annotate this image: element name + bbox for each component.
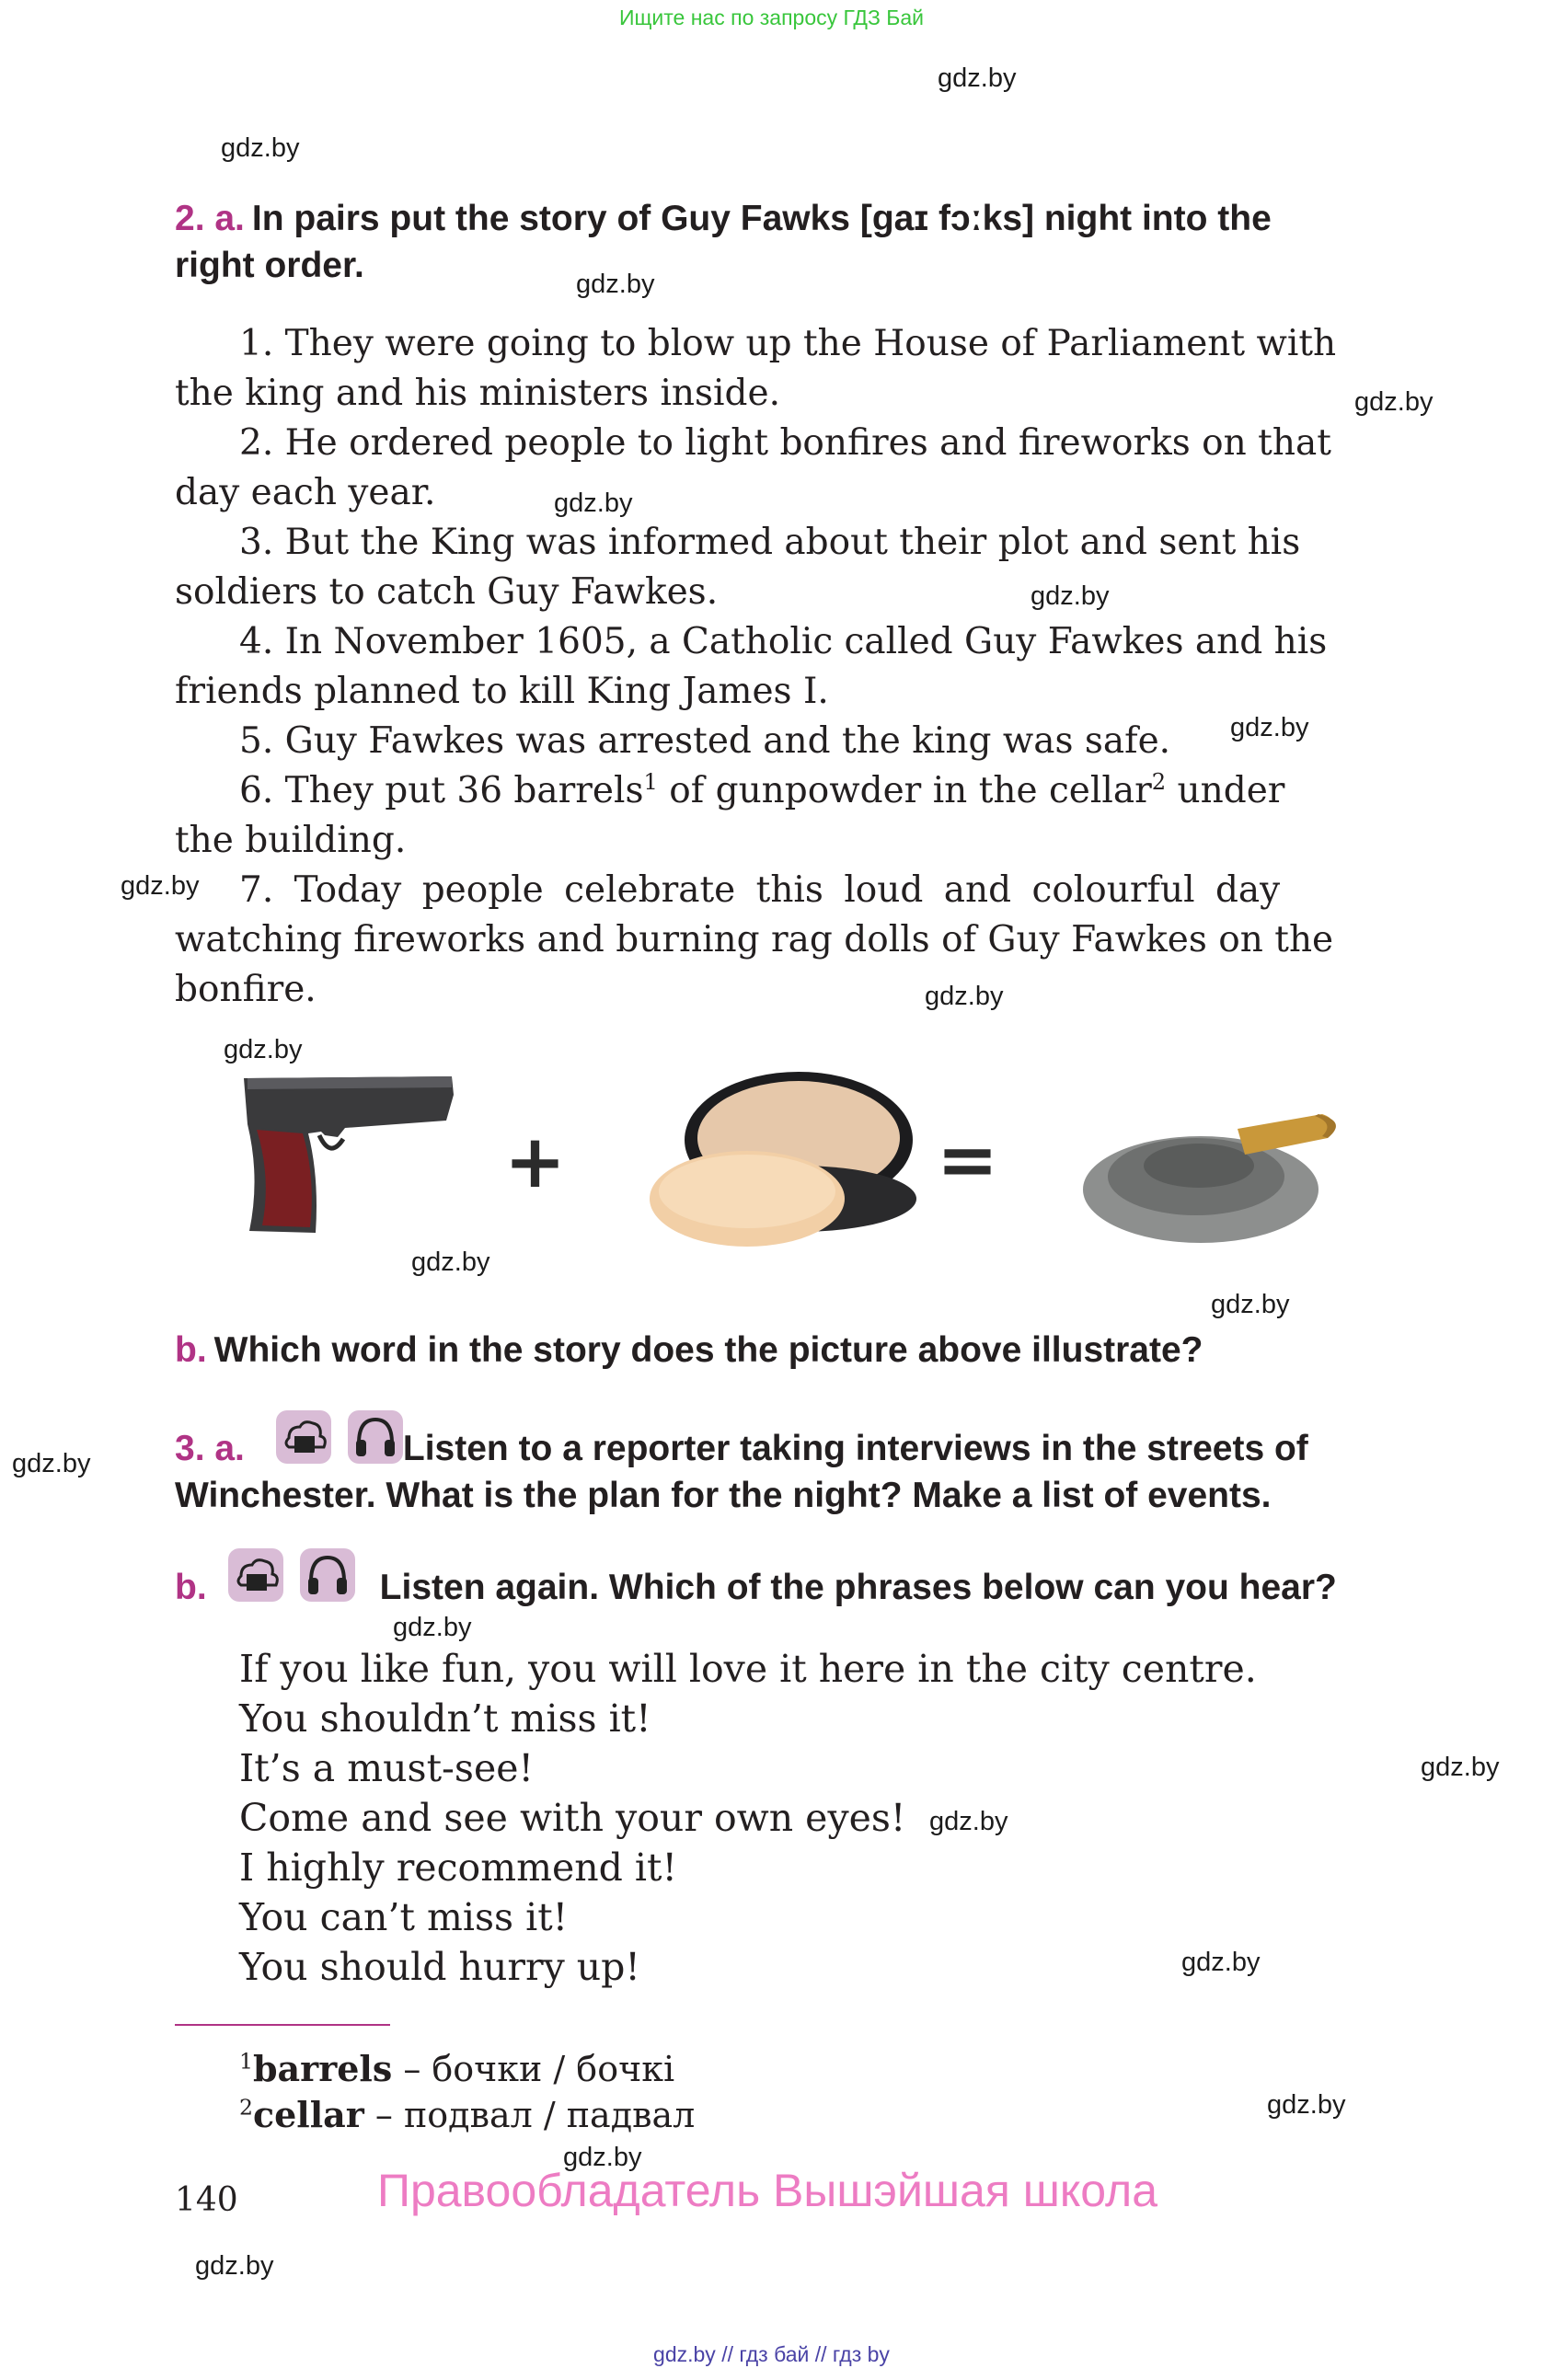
story-sentence-1-cont: the king and his ministers inside. <box>175 373 780 414</box>
task-number: 3. a. <box>175 1429 245 1468</box>
story-sentence-7-end: bonfire. <box>175 969 317 1010</box>
top-banner[interactable]: Ищите нас по запросу ГДЗ Бай <box>618 6 925 29</box>
task-text-line2: right order. <box>175 246 364 285</box>
page-number: 140 <box>175 2181 238 2219</box>
watermark: gdz.by <box>1267 2090 1346 2120</box>
sentence-text: 6. They put 36 barrels <box>239 770 644 811</box>
pistol-image <box>235 1067 455 1242</box>
task-number: b. <box>175 1568 207 1607</box>
watermark: gdz.by <box>393 1613 472 1642</box>
task-text: Listen again. Which of the phrases below can you hear? <box>379 1568 1337 1607</box>
phrase-item: I highly recommend it! <box>239 1845 677 1890</box>
story-sentence-7: 7. Today people celebrate this loud and colourful day <box>239 869 1281 911</box>
footnote-mark: 2 <box>239 2094 253 2121</box>
watermark: gdz.by <box>1181 1948 1261 1977</box>
story-sentence-3: 3. But the King was informed about their plot and sent his <box>239 522 1301 563</box>
task-text: Which word in the story does the picture above illustrate? <box>213 1330 1203 1370</box>
task-number: b. <box>175 1330 207 1370</box>
watermark: gdz.by <box>554 489 633 518</box>
story-sentence-4: 4. In November 1605, a Catholic called Guy Fawkes and his <box>239 621 1328 662</box>
bottom-links[interactable]: gdz.by // гдз бай // гдз by <box>653 2342 890 2366</box>
phrase-item: You should hurry up! <box>239 1945 640 1989</box>
footnote-word: cellar <box>252 2094 364 2135</box>
footnote-2 <box>239 2094 695 2135</box>
watermark: gdz.by <box>1421 1753 1500 1782</box>
watermark: gdz.by <box>1354 387 1434 417</box>
equals-sign: = <box>937 1117 999 1202</box>
task-number: 2. a. <box>175 199 245 238</box>
story-sentence-6 <box>239 766 1284 816</box>
task-text-line2: Winchester. What is the plan for the night? Make a list of events. <box>175 1476 1272 1515</box>
footnote-translation: – подвал / падвал <box>363 2095 696 2135</box>
task-3b-instruction <box>175 1564 1399 1611</box>
watermark: gdz.by <box>925 982 1004 1011</box>
story-sentence-2: 2. He ordered people to light bonfires and fireworks on that <box>239 422 1331 464</box>
footnote-translation: – бочки / бочкі <box>392 2049 675 2089</box>
task-3a-instruction <box>175 1425 1399 1519</box>
footnote-mark[interactable]: 2 <box>1151 769 1167 795</box>
story-sentence-3-cont: soldiers to catch Guy Fawkes. <box>175 571 719 613</box>
story-sentence-5: 5. Guy Fawkes was arrested and the king was safe. <box>239 720 1171 762</box>
copyright-notice: Правообладатель Вышэйшая школа <box>377 2165 1157 2216</box>
story-sentence-4-cont: friends planned to kill King James I. <box>175 671 829 712</box>
footnote-word: barrels <box>252 2048 393 2089</box>
watermark: gdz.by <box>221 133 300 163</box>
sentence-text: of gunpowder in the cellar <box>657 770 1152 811</box>
watermark: gdz.by <box>1211 1290 1290 1319</box>
story-sentence-6-cont: the building. <box>175 820 407 861</box>
task-2a-instruction <box>175 195 1399 289</box>
phrase-item: You shouldn’t miss it! <box>239 1696 651 1741</box>
watermark: gdz.by <box>576 270 655 299</box>
phrase-item: You can’t miss it! <box>239 1895 569 1939</box>
watermark: gdz.by <box>411 1247 490 1277</box>
gunpowder-image <box>1081 1081 1357 1256</box>
watermark: gdz.by <box>563 2143 642 2172</box>
story-sentence-2-cont: day each year. <box>175 472 436 513</box>
phrase-item: It’s a must-see! <box>239 1746 534 1790</box>
story-sentence-1: 1. They were going to blow up the House of Parliament with <box>239 323 1337 364</box>
footnote-1 <box>239 2048 674 2089</box>
plus-sign: + <box>504 1119 567 1204</box>
watermark: gdz.by <box>121 871 200 901</box>
watermark: gdz.by <box>224 1035 303 1064</box>
phrase-item: If you like fun, you will love it here in the city centre. <box>239 1647 1257 1691</box>
task-text-line1: Listen to a reporter taking interviews in the streets of <box>402 1429 1308 1468</box>
phrase-item: Come and see with your own eyes! <box>239 1796 906 1840</box>
watermark: gdz.by <box>1230 713 1309 742</box>
sentence-text: under <box>1166 770 1285 811</box>
task-text-line1: In pairs put the story of Guy Fawks [gaɪ fɔːks] night into the <box>251 199 1272 238</box>
task-2b-instruction <box>175 1327 1399 1374</box>
watermark: gdz.by <box>929 1807 1008 1836</box>
footnote-mark[interactable]: 1 <box>643 769 658 795</box>
face-powder-image <box>644 1063 920 1256</box>
watermark: gdz.by <box>938 63 1017 93</box>
watermark: gdz.by <box>12 1449 91 1478</box>
watermark: gdz.by <box>195 2251 274 2281</box>
watermark: gdz.by <box>1031 581 1110 611</box>
footnote-divider <box>175 2024 390 2026</box>
story-sentence-7-cont: watching fireworks and burning rag dolls of Guy Fawkes on the <box>175 919 1334 960</box>
footnote-mark: 1 <box>239 2048 253 2075</box>
